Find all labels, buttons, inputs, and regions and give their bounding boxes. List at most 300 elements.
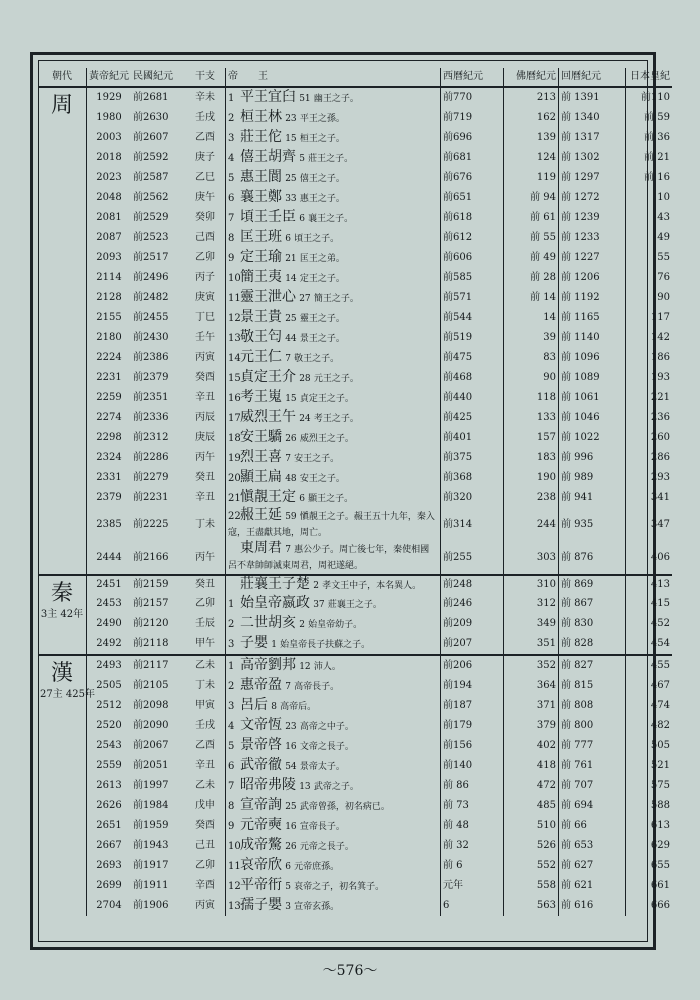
western-year: 前248 xyxy=(441,575,504,594)
ganzhi-cell: 乙巳 xyxy=(185,168,226,188)
table-row xyxy=(38,328,672,348)
hijri-year: 前 1140 xyxy=(559,328,626,348)
huangdi-year: 2505 xyxy=(96,680,122,691)
minguo-year: 前2279 xyxy=(133,472,169,483)
japan-year: 575 xyxy=(650,780,670,791)
emperor-description: 頃王之子。 xyxy=(294,234,340,244)
reign-years: 15 xyxy=(285,394,297,404)
emperor-cell xyxy=(226,308,441,328)
huangdi-year: 2667 xyxy=(96,840,122,851)
japan-year: 467 xyxy=(650,680,670,691)
table-row xyxy=(38,108,672,128)
emperor-name: 考王嵬 xyxy=(240,389,282,405)
huangdi-year: 2512 xyxy=(96,700,122,711)
dynasty-cell xyxy=(38,575,87,655)
ganzhi-cell: 乙卯 xyxy=(185,248,226,268)
huangdi-year: 2704 xyxy=(96,900,122,911)
emperor-description: 始皇帝長子扶蘇之子。 xyxy=(280,640,371,650)
ganzhi-cell: 壬午 xyxy=(185,328,226,348)
reign-years: 25 xyxy=(285,802,297,812)
western-year: 前544 xyxy=(441,308,504,328)
minguo-year: 前2159 xyxy=(131,575,185,594)
reign-years: 21 xyxy=(285,254,297,264)
emperor-cell xyxy=(226,188,441,208)
emperor-name: 顯王扁 xyxy=(240,469,282,485)
hijri-year: 前 830 xyxy=(559,614,626,634)
ganzhi-cell: 庚午 xyxy=(185,188,226,208)
ganzhi-cell: 癸酉 xyxy=(185,816,226,836)
emperor-name: 高帝劉邦 xyxy=(240,657,296,673)
table-row xyxy=(38,288,672,308)
header-ganzhi: 干支 xyxy=(185,68,226,87)
minguo-year: 前2231 xyxy=(133,492,169,503)
japan-year: 452 xyxy=(650,618,670,629)
western-year: 前314 xyxy=(441,508,504,541)
western-year: 前 6 xyxy=(441,856,504,876)
buddhist-year: 183 xyxy=(504,448,559,468)
reign-years: 26 xyxy=(285,434,297,444)
emperor-name: 宣帝詢 xyxy=(240,797,282,813)
ganzhi-cell: 癸丑 xyxy=(185,575,226,594)
western-year: 前681 xyxy=(441,148,504,168)
buddhist-year: 133 xyxy=(504,408,559,428)
minguo-year: 前2482 xyxy=(133,292,169,303)
emperor-description: 莊王之子。 xyxy=(308,154,354,164)
reign-years: 27 xyxy=(299,294,311,304)
minguo-year: 前2117 xyxy=(131,655,185,676)
hijri-year: 前 1272 xyxy=(559,188,626,208)
emperor-number: 12 xyxy=(228,313,241,324)
minguo-year: 前2157 xyxy=(133,598,169,609)
japan-year: 482 xyxy=(650,720,670,731)
buddhist-year: 124 xyxy=(504,148,559,168)
hijri-year: 前 1096 xyxy=(559,348,626,368)
western-year: 前 86 xyxy=(441,776,504,796)
table-row xyxy=(38,188,672,208)
western-year: 前612 xyxy=(441,228,504,248)
emperor-description: 沛人。 xyxy=(313,662,341,672)
ganzhi-cell: 乙卯 xyxy=(185,594,226,614)
emperor-number: 8 xyxy=(228,233,235,244)
japan-year: 666 xyxy=(650,900,670,911)
minguo-year: 前2587 xyxy=(133,172,169,183)
japan-year: 90 xyxy=(657,292,670,303)
buddhist-year: 157 xyxy=(504,428,559,448)
reign-years: 24 xyxy=(299,414,311,424)
ganzhi-cell: 乙未 xyxy=(185,655,226,676)
western-year: 前475 xyxy=(441,348,504,368)
japan-year: 10 xyxy=(657,192,670,203)
emperor-cell xyxy=(226,87,441,108)
emperor-name: 惠帝盈 xyxy=(240,677,282,693)
japan-year: 406 xyxy=(650,551,670,563)
huangdi-year: 2626 xyxy=(96,800,122,811)
emperor-number: 19 xyxy=(228,453,241,464)
emperor-name: 威烈王午 xyxy=(240,409,296,425)
huangdi-year: 2081 xyxy=(96,212,122,223)
emperor-cell xyxy=(226,614,441,634)
huangdi-year: 1929 xyxy=(96,92,122,103)
buddhist-year: 前 28 xyxy=(504,268,559,288)
huangdi-year: 2048 xyxy=(96,192,122,203)
minguo-year: 前2455 xyxy=(133,312,169,323)
table-row xyxy=(38,575,672,594)
table-row xyxy=(38,836,672,856)
dynasty-name: 秦 xyxy=(50,581,73,606)
reign-years: 6 xyxy=(285,862,291,872)
emperor-number: 4 xyxy=(228,153,235,164)
ganzhi-cell: 辛丑 xyxy=(185,388,226,408)
japan-year: 前 16 xyxy=(644,172,670,183)
huangdi-year: 2492 xyxy=(96,638,122,649)
hijri-year: 前 1192 xyxy=(559,288,626,308)
emperor-description: 安王之子。 xyxy=(294,454,340,464)
table-row xyxy=(38,876,672,896)
table-row xyxy=(38,676,672,696)
hijri-year: 前 1227 xyxy=(559,248,626,268)
huangdi-year: 2093 xyxy=(96,252,122,263)
minguo-year: 前2529 xyxy=(133,212,169,223)
hijri-year: 前 808 xyxy=(559,696,626,716)
ganzhi-cell: 丙午 xyxy=(185,448,226,468)
header-emperor: 帝 王 xyxy=(226,68,441,87)
reign-years: 23 xyxy=(285,114,297,124)
emperor-description: 幽王之子。 xyxy=(313,94,359,104)
japan-year: 43 xyxy=(657,212,670,223)
dynasty-cell xyxy=(38,655,95,916)
emperor-name: 元帝奭 xyxy=(240,817,282,833)
hijri-year: 前 694 xyxy=(559,796,626,816)
header-dynasty: 朝代 xyxy=(38,68,87,87)
emperor-number: 11 xyxy=(228,293,241,304)
minguo-year: 前1997 xyxy=(133,780,169,791)
table-row xyxy=(38,428,672,448)
emperor-name: 僖王胡齊 xyxy=(240,149,296,165)
reign-years: 5 xyxy=(299,154,305,164)
header-minguo: 民國紀元 xyxy=(131,68,185,87)
table-row xyxy=(38,796,672,816)
buddhist-year: 前 55 xyxy=(504,228,559,248)
emperor-number: 8 xyxy=(228,801,235,812)
table-row xyxy=(38,736,672,756)
emperor-cell xyxy=(226,575,441,594)
emperor-name: 東周君 xyxy=(240,540,282,556)
table-row xyxy=(38,896,672,916)
huangdi-year: 2520 xyxy=(96,720,122,731)
emperor-name: 平帝衎 xyxy=(240,877,282,893)
emperor-description: 高帝長子。 xyxy=(294,682,340,692)
emperor-number: 20 xyxy=(228,473,241,484)
japan-year: 前110 xyxy=(640,92,670,103)
hijri-year: 前 777 xyxy=(559,736,626,756)
minguo-year: 前2118 xyxy=(133,638,169,649)
western-year: 前468 xyxy=(441,368,504,388)
ganzhi-cell: 辛丑 xyxy=(185,488,226,508)
table-row xyxy=(38,776,672,796)
buddhist-year: 402 xyxy=(504,736,559,756)
reign-years: 59 xyxy=(285,512,297,522)
japan-year: 521 xyxy=(650,760,670,771)
hijri-year: 前 827 xyxy=(559,655,626,676)
hijri-year: 前 1297 xyxy=(559,168,626,188)
emperor-number: 14 xyxy=(228,353,241,364)
emperor-cell xyxy=(226,448,441,468)
hijri-year: 前 1233 xyxy=(559,228,626,248)
emperor-description: 哀帝之子，初名箕子。 xyxy=(294,882,385,892)
western-year: 前320 xyxy=(441,488,504,508)
chronology-table xyxy=(38,68,672,916)
emperor-description: 僖王之子。 xyxy=(299,174,345,184)
buddhist-year: 213 xyxy=(504,87,559,108)
western-year: 前676 xyxy=(441,168,504,188)
western-year: 前179 xyxy=(441,716,504,736)
header-western: 西曆紀元 xyxy=(441,68,504,87)
ganzhi-cell: 丙寅 xyxy=(185,896,226,916)
reign-years: 23 xyxy=(285,722,297,732)
reign-years: 51 xyxy=(299,94,311,104)
table-row xyxy=(38,508,672,541)
western-year: 前440 xyxy=(441,388,504,408)
japan-year: 629 xyxy=(650,840,670,851)
emperor-cell xyxy=(226,876,441,896)
table-row xyxy=(38,716,672,736)
hijri-year: 前 1239 xyxy=(559,208,626,228)
japan-year: 193 xyxy=(650,372,670,383)
buddhist-year: 418 xyxy=(504,756,559,776)
huangdi-year: 2003 xyxy=(96,132,122,143)
table-row xyxy=(38,148,672,168)
minguo-year: 前2386 xyxy=(133,352,169,363)
emperor-number: 6 xyxy=(228,761,235,772)
huangdi-year: 2128 xyxy=(96,292,122,303)
hijri-year: 前 996 xyxy=(559,448,626,468)
buddhist-year: 162 xyxy=(504,108,559,128)
emperor-name: 始皇帝嬴政 xyxy=(240,595,310,611)
huangdi-year: 2493 xyxy=(87,655,132,676)
reign-years: 6 xyxy=(299,494,305,504)
reign-years: 2 xyxy=(299,620,305,630)
emperor-name: 莊王佗 xyxy=(240,129,282,145)
buddhist-year: 238 xyxy=(504,488,559,508)
emperor-number: 12 xyxy=(228,881,241,892)
ganzhi-cell: 癸酉 xyxy=(185,368,226,388)
huangdi-year: 2331 xyxy=(96,472,122,483)
minguo-year: 前2379 xyxy=(133,372,169,383)
minguo-year: 前2090 xyxy=(133,720,169,731)
buddhist-year: 118 xyxy=(504,388,559,408)
hijri-year: 前 1391 xyxy=(559,87,626,108)
emperor-name: 昭帝弗陵 xyxy=(240,777,296,793)
hijri-year: 前 989 xyxy=(559,468,626,488)
reign-years: 28 xyxy=(299,374,311,384)
emperor-description: 威烈王之子。 xyxy=(299,434,354,444)
ganzhi-cell: 丁未 xyxy=(185,676,226,696)
table-row xyxy=(38,614,672,634)
reign-years: 7 xyxy=(285,545,291,555)
ganzhi-cell: 甲午 xyxy=(185,634,226,655)
japan-year: 260 xyxy=(650,432,670,443)
buddhist-year: 前 94 xyxy=(504,188,559,208)
minguo-year: 前2098 xyxy=(133,700,169,711)
emperor-number: 3 xyxy=(228,133,235,144)
ganzhi-cell: 辛丑 xyxy=(185,756,226,776)
minguo-year: 前1906 xyxy=(133,900,169,911)
ganzhi-cell: 乙未 xyxy=(185,776,226,796)
minguo-year: 前2105 xyxy=(133,680,169,691)
buddhist-year: 14 xyxy=(504,308,559,328)
emperor-cell xyxy=(226,655,441,676)
table-header-row xyxy=(38,68,672,87)
reign-years: 6 xyxy=(285,234,291,244)
emperor-name: 文帝恆 xyxy=(240,717,282,733)
minguo-year: 前1911 xyxy=(133,880,169,891)
buddhist-year: 349 xyxy=(504,614,559,634)
emperor-name: 簡王夷 xyxy=(240,269,282,285)
western-year: 前585 xyxy=(441,268,504,288)
emperor-name: 景帝啓 xyxy=(240,737,282,753)
minguo-year: 前2430 xyxy=(133,332,169,343)
reign-years: 16 xyxy=(285,742,297,752)
emperor-number: 10 xyxy=(228,273,241,284)
western-year: 前425 xyxy=(441,408,504,428)
table-row xyxy=(38,168,672,188)
huangdi-year: 1980 xyxy=(96,112,122,123)
minguo-year: 前2562 xyxy=(133,192,169,203)
emperor-number: 2 xyxy=(228,113,235,124)
minguo-year: 前2607 xyxy=(133,132,169,143)
emperor-description: 莊襄王之子。 xyxy=(327,600,382,610)
emperor-name: 靈王泄心 xyxy=(240,289,296,305)
japan-year: 前 36 xyxy=(644,132,670,143)
table-row xyxy=(38,594,672,614)
buddhist-year: 190 xyxy=(504,468,559,488)
emperor-cell xyxy=(226,388,441,408)
reign-years: 6 xyxy=(299,214,305,224)
buddhist-year: 364 xyxy=(504,676,559,696)
huangdi-year: 2444 xyxy=(96,551,122,563)
buddhist-year: 472 xyxy=(504,776,559,796)
western-year: 元年 xyxy=(441,876,504,896)
japan-year: 661 xyxy=(650,880,670,891)
emperor-cell xyxy=(226,508,441,541)
huangdi-year: 2018 xyxy=(96,152,122,163)
buddhist-year: 310 xyxy=(504,575,559,594)
table-row xyxy=(38,128,672,148)
emperor-number: 1 xyxy=(228,599,235,610)
reign-years: 3 xyxy=(285,902,291,912)
huangdi-year: 2490 xyxy=(96,618,122,629)
huangdi-year: 2699 xyxy=(96,880,122,891)
reign-years: 1 xyxy=(271,640,277,650)
minguo-year: 前2630 xyxy=(133,112,169,123)
emperor-description: 愼靚王之子。赧王五十九年，秦入寇，王盡獻其地，周亡。 xyxy=(228,512,435,538)
reign-years: 44 xyxy=(285,334,297,344)
table-row xyxy=(38,816,672,836)
minguo-year: 前2225 xyxy=(133,518,169,530)
header-buddhist: 佛曆紀元 xyxy=(504,68,559,87)
buddhist-year: 371 xyxy=(504,696,559,716)
table-body xyxy=(38,87,672,916)
table-row xyxy=(38,634,672,655)
ganzhi-cell: 庚辰 xyxy=(185,428,226,448)
reign-years: 15 xyxy=(285,134,297,144)
emperor-cell xyxy=(226,594,441,614)
emperor-description: 宣帝玄孫。 xyxy=(294,902,340,912)
reign-years: 8 xyxy=(271,702,277,712)
huangdi-year: 2224 xyxy=(96,352,122,363)
ganzhi-cell: 丙子 xyxy=(185,268,226,288)
western-year: 前770 xyxy=(441,87,504,108)
hijri-year: 前 1165 xyxy=(559,308,626,328)
hijri-year: 前 761 xyxy=(559,756,626,776)
buddhist-year: 312 xyxy=(504,594,559,614)
reign-years: 2 xyxy=(313,580,319,591)
western-year: 前696 xyxy=(441,128,504,148)
emperor-cell xyxy=(226,208,441,228)
buddhist-year: 83 xyxy=(504,348,559,368)
minguo-year: 前1943 xyxy=(133,840,169,851)
header-huangdi: 黃帝紀元 xyxy=(87,68,132,87)
emperor-cell xyxy=(226,896,441,916)
ganzhi-cell: 戊申 xyxy=(185,796,226,816)
emperor-number: 6 xyxy=(228,193,235,204)
western-year: 前206 xyxy=(441,655,504,676)
minguo-year: 前2592 xyxy=(133,152,169,163)
hijri-year: 前 1022 xyxy=(559,428,626,448)
buddhist-year: 前 61 xyxy=(504,208,559,228)
emperor-number: 2 xyxy=(228,681,235,692)
minguo-year: 前2120 xyxy=(133,618,169,629)
table-row xyxy=(38,448,672,468)
emperor-name: 呂后 xyxy=(240,697,268,713)
table-row xyxy=(38,308,672,328)
reign-years: 13 xyxy=(299,782,311,792)
ganzhi-cell: 庚寅 xyxy=(185,288,226,308)
ganzhi-cell: 丁未 xyxy=(185,508,226,541)
table-row xyxy=(38,696,672,716)
reign-years: 12 xyxy=(299,662,311,672)
hijri-year: 前 1046 xyxy=(559,408,626,428)
minguo-year: 前2351 xyxy=(133,392,169,403)
emperor-cell xyxy=(226,634,441,655)
table-row xyxy=(38,87,672,108)
emperor-description: 景帝太子。 xyxy=(299,762,345,772)
ganzhi-cell: 乙酉 xyxy=(185,128,226,148)
emperor-description: 景王之子。 xyxy=(299,334,345,344)
page-number: ～576～ xyxy=(322,963,378,979)
emperor-number: 17 xyxy=(228,413,241,424)
emperor-number: 1 xyxy=(228,93,235,104)
hijri-year: 前 941 xyxy=(559,488,626,508)
buddhist-year: 39 xyxy=(504,328,559,348)
western-year: 前618 xyxy=(441,208,504,228)
emperor-cell xyxy=(226,408,441,428)
emperor-cell xyxy=(226,676,441,696)
emperor-description: 高帝之中子。 xyxy=(299,722,354,732)
emperor-name: 烈王喜 xyxy=(240,449,282,465)
western-year: 前651 xyxy=(441,188,504,208)
emperor-name: 頃王壬臣 xyxy=(240,209,296,225)
emperor-cell xyxy=(226,148,441,168)
emperor-name: 桓王林 xyxy=(240,109,282,125)
emperor-number: 1 xyxy=(228,661,235,672)
buddhist-year: 526 xyxy=(504,836,559,856)
emperor-cell xyxy=(226,856,441,876)
reign-years: 25 xyxy=(285,314,297,324)
table-row xyxy=(38,228,672,248)
japan-year: 142 xyxy=(650,332,670,343)
huangdi-year: 2298 xyxy=(96,432,122,443)
